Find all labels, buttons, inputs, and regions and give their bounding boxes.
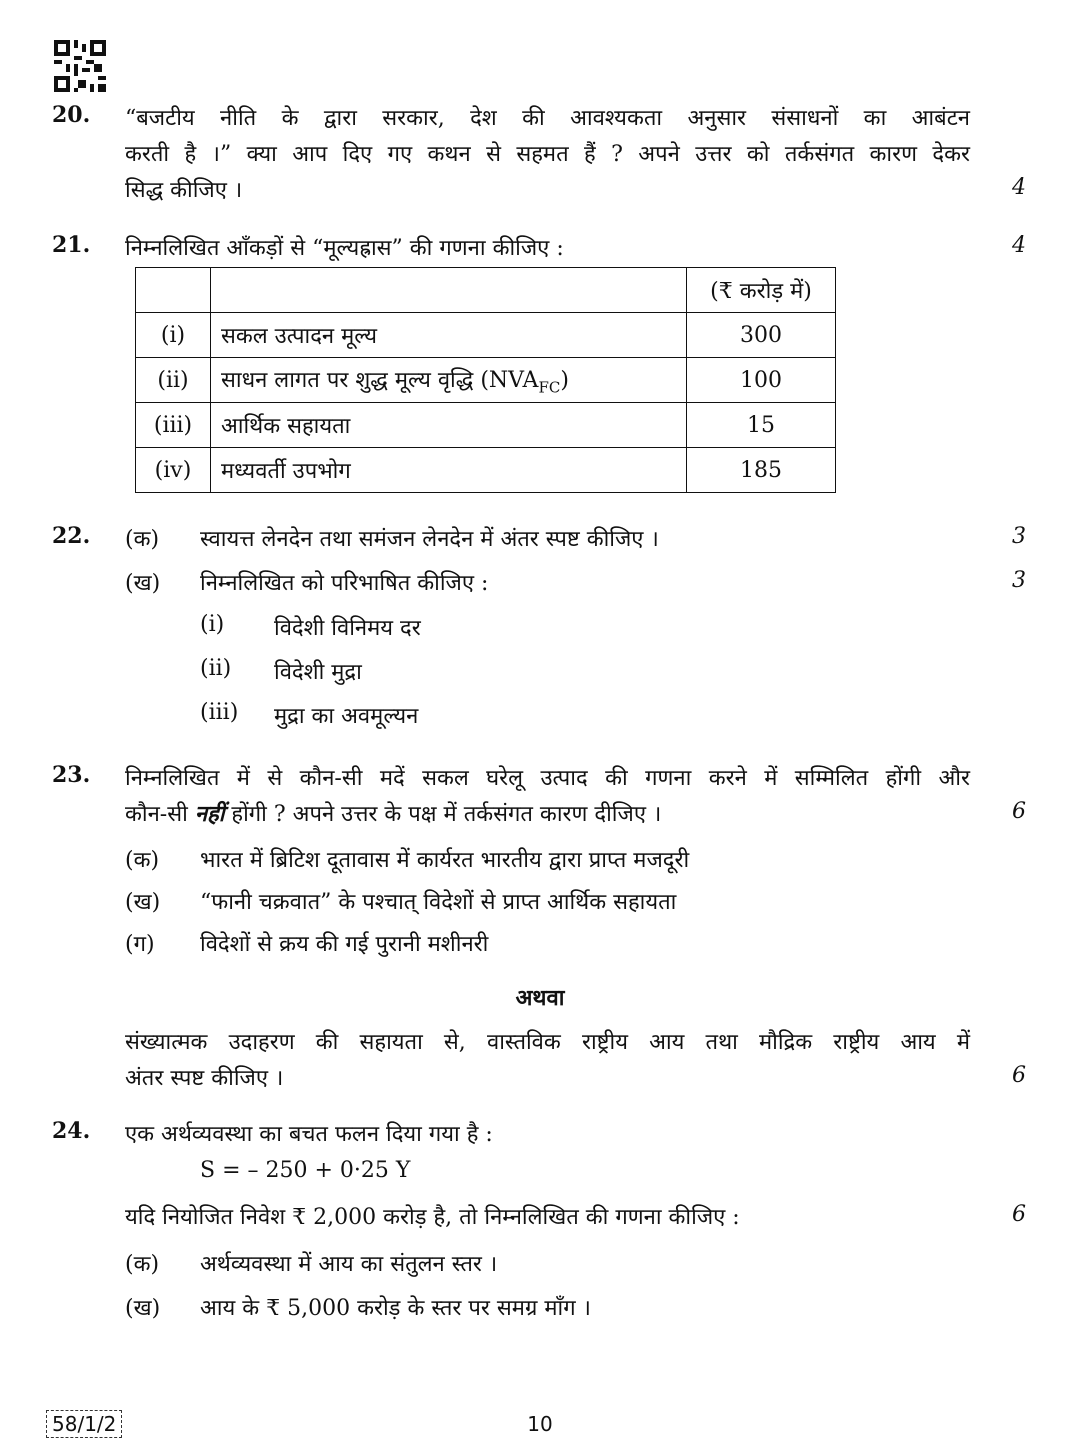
q21-text: निम्नलिखित आँकड़ों से “मूल्यह्रास” की गणना कीजिए : (125, 236, 564, 261)
q24-text: यदि नियोजित निवेश ₹ 2,000 करोड़ है, तो निम्नलिखित की गणना कीजिए : (125, 1205, 740, 1230)
part-text: निम्नलिखित को परिभाषित कीजिए : (200, 571, 489, 596)
part-label: (ख) (125, 1296, 161, 1321)
marks: 6 (1012, 1063, 1026, 1088)
q20-text-line: “बजटीय नीति के द्वारा सरकार, देश की आवश्यकता अनुसार संसाधनों का आबंटन (125, 106, 970, 131)
sub-label: (i) (200, 612, 225, 637)
row-value: 185 (687, 448, 836, 493)
marks: 4 (1012, 175, 1026, 200)
q20-text-line: करती है ।” क्या आप दिए गए कथन से सहमत हैं ? अपने उत्तर को तर्कसंगत कारण देकर (125, 142, 970, 167)
marks: 4 (1012, 233, 1026, 258)
table-row (136, 403, 836, 448)
sub-text: मुद्रा का अवमूल्यन (274, 704, 419, 729)
sub-text: विदेशी मुद्रा (274, 660, 362, 685)
part-label: (ग) (125, 932, 155, 957)
row-index: (i) (136, 313, 211, 358)
row-item: मध्यवर्ती उपभोग (211, 448, 687, 493)
part-label: (क) (125, 1252, 160, 1277)
q23-emphasis: नहीं (194, 801, 225, 827)
qr-code-icon (54, 40, 106, 92)
question-number: 24. (52, 1118, 91, 1144)
part-text: अर्थव्यवस्था में आय का संतुलन स्तर । (200, 1252, 498, 1277)
row-value: 300 (687, 313, 836, 358)
q23-alt-text-line: अंतर स्पष्ट कीजिए । (125, 1066, 284, 1091)
table-header-row (136, 268, 836, 313)
row-item (211, 358, 687, 403)
table-cell (211, 268, 687, 313)
marks: 6 (1012, 1202, 1026, 1227)
question-number: 20. (52, 102, 91, 128)
q23-text-part: कौन-सी (125, 802, 195, 827)
row-index: (ii) (136, 358, 211, 403)
row-index: (iv) (136, 448, 211, 493)
part-text: विदेशों से क्रय की गई पुरानी मशीनरी (200, 932, 489, 957)
question-number: 22. (52, 523, 91, 549)
sub-text: विदेशी विनिमय दर (274, 616, 421, 641)
row-item-subscript: FC (538, 378, 561, 397)
page-number: 10 (527, 1412, 553, 1436)
row-value: 15 (687, 403, 836, 448)
q23-text-part: होंगी ? अपने उत्तर के पक्ष में तर्कसंगत कारण दीजिए । (224, 802, 662, 827)
part-text: आय के ₹ 5,000 करोड़ के स्तर पर समग्र माँग । (200, 1296, 591, 1321)
part-text: स्वायत्त लेनदेन तथा समंजन लेनदेन में अंतर स्पष्ट कीजिए । (200, 527, 659, 552)
row-item-text: साधन लागत पर शुद्ध मूल्य वृद्धि (NVA (221, 367, 539, 393)
row-index: (iii) (136, 403, 211, 448)
marks: 3 (1012, 524, 1026, 549)
part-label: (क) (125, 848, 160, 873)
table-cell (136, 268, 211, 313)
part-label: (ख) (125, 571, 161, 596)
part-label: (क) (125, 527, 160, 552)
q24-text: एक अर्थव्यवस्था का बचत फलन दिया गया है : (125, 1122, 493, 1147)
row-item-tail: ) (560, 367, 569, 393)
row-value: 100 (687, 358, 836, 403)
paper-code: 58/1/2 (46, 1410, 122, 1438)
savings-equation: S = – 250 + 0·25 Y (200, 1158, 411, 1183)
sub-label: (iii) (200, 700, 239, 725)
unit-header: (₹ करोड़ में) (687, 268, 836, 313)
table-row (136, 448, 836, 493)
q23-text-line: निम्नलिखित में से कौन-सी मदें सकल घरेलू उत्पाद की गणना करने में सम्मिलित होंगी और (125, 766, 970, 791)
depreciation-data-table (135, 267, 836, 493)
q20-text-line: सिद्ध कीजिए । (125, 178, 243, 203)
q23-alt-text-line: संख्यात्मक उदाहरण की सहायता से, वास्तविक राष्ट्रीय आय तथा मौद्रिक राष्ट्रीय आय में (125, 1030, 970, 1055)
or-divider: अथवा (515, 985, 565, 1011)
question-number: 21. (52, 232, 91, 258)
part-label: (ख) (125, 890, 161, 915)
q23-text-line (125, 798, 661, 828)
part-text: भारत में ब्रिटिश दूतावास में कार्यरत भारतीय द्वारा प्राप्त मजदूरी (200, 848, 690, 873)
part-text: “फानी चक्रवात” के पश्चात् विदेशों से प्राप्त आर्थिक सहायता (200, 890, 677, 915)
row-item: सकल उत्पादन मूल्य (211, 313, 687, 358)
table-row (136, 358, 836, 403)
sub-label: (ii) (200, 656, 232, 681)
marks: 3 (1012, 568, 1026, 593)
table-row (136, 313, 836, 358)
row-item: आर्थिक सहायता (211, 403, 687, 448)
question-number: 23. (52, 762, 91, 788)
marks: 6 (1012, 799, 1026, 824)
